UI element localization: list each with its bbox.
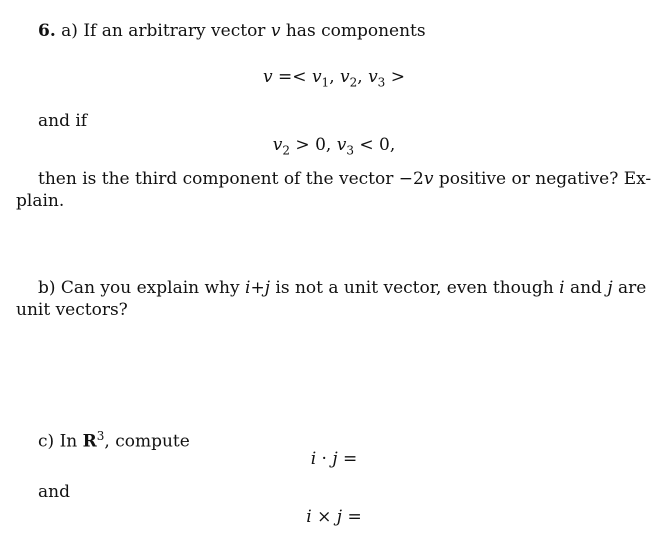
eq-sub1: 1 xyxy=(321,75,330,90)
part-a-intro-tail: has components xyxy=(285,21,426,41)
cond-sub2: 2 xyxy=(282,143,291,158)
real-space-exponent: 3 xyxy=(96,429,105,443)
eq-close: > xyxy=(390,67,405,87)
part-b-j2: j xyxy=(607,278,613,298)
eq-sub3: 3 xyxy=(377,75,386,90)
eq-comp3: v xyxy=(368,67,378,87)
dot-j: j xyxy=(332,449,338,469)
question-end: positive or negative? Ex- xyxy=(438,169,652,189)
cross-j: j xyxy=(336,507,343,527)
question-var: v xyxy=(423,169,434,189)
dot-op: · xyxy=(321,449,327,469)
dot-i: i xyxy=(310,449,317,469)
part-c-and: and xyxy=(38,482,70,502)
question-line-1 xyxy=(38,168,651,190)
eq-comp2: v xyxy=(340,67,350,87)
condition-equation xyxy=(0,134,668,161)
eq-lhs: v xyxy=(263,67,273,87)
vector-v: v xyxy=(270,21,281,41)
cross-i: i xyxy=(306,507,312,527)
cond-sub3: 3 xyxy=(346,143,354,158)
part-a-intro: If an arbitrary vector xyxy=(83,21,266,41)
part-b-line-1 xyxy=(38,277,646,299)
question-line-2: plain. xyxy=(16,191,65,211)
cond-var3: v xyxy=(336,135,347,155)
part-a-label: a) xyxy=(61,21,78,41)
part-b-i: i xyxy=(245,278,251,298)
part-b-text3: are xyxy=(618,278,647,298)
part-b-j: j xyxy=(264,278,270,298)
part-b-plus: + xyxy=(250,278,265,298)
problem-number: 6. xyxy=(38,21,56,41)
part-b-text2: is not a unit vector, even though xyxy=(275,278,554,298)
and-if-text: and if xyxy=(38,111,88,131)
real-space-symbol: R xyxy=(82,431,97,452)
cross-eq: = xyxy=(347,507,362,527)
eq-op: =< xyxy=(278,67,307,87)
dot-product-expression xyxy=(0,448,668,470)
part-c-text-tail: , compute xyxy=(104,431,190,452)
part-b-text1: Can you explain why xyxy=(60,278,240,298)
eq-sub2: 2 xyxy=(349,75,358,90)
cond-var2: v xyxy=(272,135,283,155)
part-b-label: b) xyxy=(38,278,56,298)
question-start: then is the third component of the vector −2 xyxy=(38,169,424,189)
part-b-and: and xyxy=(569,278,602,298)
dot-eq: = xyxy=(343,449,358,469)
cross-product-expression xyxy=(0,506,668,528)
part-c-text: In xyxy=(59,431,78,452)
eq-comp1: v xyxy=(311,67,322,87)
part-b-i2: i xyxy=(559,278,565,298)
cross-op: × xyxy=(317,507,332,527)
cond-rel3: < 0, xyxy=(359,135,396,155)
problem-6a-intro xyxy=(38,20,426,42)
component-equation: $v =< v_1$, $v_2$, $v_3$ > xyxy=(263,67,405,90)
cond-rel2: > 0, xyxy=(295,135,332,155)
part-c-label: c) xyxy=(38,431,55,452)
part-b-line-2: unit vectors? xyxy=(16,300,128,320)
